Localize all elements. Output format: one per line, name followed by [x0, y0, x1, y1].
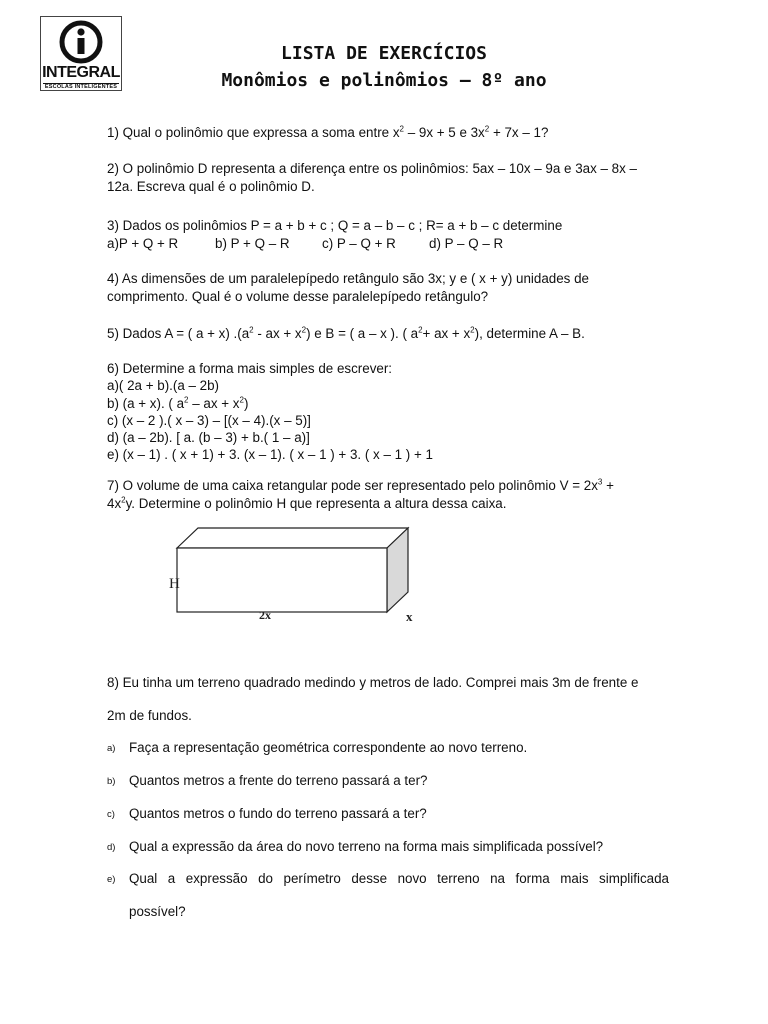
question-1: 1) Qual o polinômio que expressa a soma entre $x^2 - 9x + 5$ e $3x^2 + 7x - 1$? [107, 124, 549, 140]
q6-item-c: c) (x – 2 ).( x – 3) – [(x – 4).(x – 5)] [107, 412, 311, 428]
logo-brand: INTEGRAL [42, 64, 120, 81]
question-2: 2) O polinômio D representa a diferença entre os polinômios: 5ax – 10x – 9a e 3ax – 8x – 12a. Escreva qual é o polinômio D. [107, 161, 637, 194]
q3-option-c: c) P – Q + R [322, 236, 396, 251]
question-8-line1: 8) Eu tinha um terreno quadrado medindo y metros de lado. Comprei mais 3m de frente e [107, 675, 639, 690]
question-8-line2: 2m de fundos. [107, 708, 192, 723]
q3-option-a: a)P + Q + R [107, 236, 179, 251]
q6-item-e: e) (x – 1) . ( x + 1) + 3. (x – 1). ( x – 1 ) + 3. ( x – 1 ) + 1 [107, 447, 433, 463]
q6-item-b: b) (a + x). ( $a^2$ – ax + $x^2$) [107, 395, 249, 411]
height-label: H [169, 576, 180, 592]
question-5: 5) Dados A = ( a + x) $.(a^2$ - ax + $x^2$) e B = ( a – x ). ( $a^2+$ ax + $x^2$), determine A – B. [107, 325, 585, 341]
width-label: 2x [259, 608, 271, 622]
depth-label: x [406, 609, 413, 624]
box-front-face [177, 548, 387, 612]
box-figure [165, 520, 425, 630]
q3-option-b: b) P + Q – R [215, 236, 290, 251]
q3-option-d: d) P – Q – R [429, 236, 504, 251]
question-7: 7) O volume de uma caixa retangular pode ser representado pelo polinômio $V = 2x^3$ + $4x^2y$. Determine o polinômio H que representa a altura dessa caixa. [107, 477, 614, 511]
q6-item-a: a)( 2a + b).(a – 2b) [107, 378, 220, 394]
question-6: 6) Determine a forma mais simples de escrever: a)( 2a + b).(a – 2b) b) (a + x). ( $a^2$ – ax + $x^2$) c) (x – 2 ).( x – 3) – [(x – 4).(x – 5)] d) (a – 2b). [ a. (b – 3) + b.( 1 – a)] e) (x – 1) . ( x + 1) + 3. (x – 1). ( x – 1 ) + 3. ( x – 1 ) + 1 [107, 360, 667, 464]
q6-item-d: d) (a – 2b). [ a. (b – 3) + b.( 1 – a)] [107, 430, 310, 446]
title-line: LISTA DE EXERCÍCIOS [281, 43, 487, 64]
subtitle-line: Monômios e polinômios – 8º ano [221, 70, 547, 91]
box-top-face [177, 528, 408, 548]
logo-tagline: ESCOLAS INTELIGENTES [44, 84, 118, 90]
question-3: 3) Dados os polinômios P = a + b + c ; Q = a – b – c ; R= a + b – c determine a)P + Q + R b) P + Q – R c) P – Q + R d) P – Q – R [107, 218, 563, 251]
page-title [0, 40, 768, 94]
question-4: 4) As dimensões de um paralelepípedo retângulo são 3x; y e ( x + y) unidades de comprimento. Qual é o volume desse paralelepípedo retângulo? [107, 271, 589, 304]
